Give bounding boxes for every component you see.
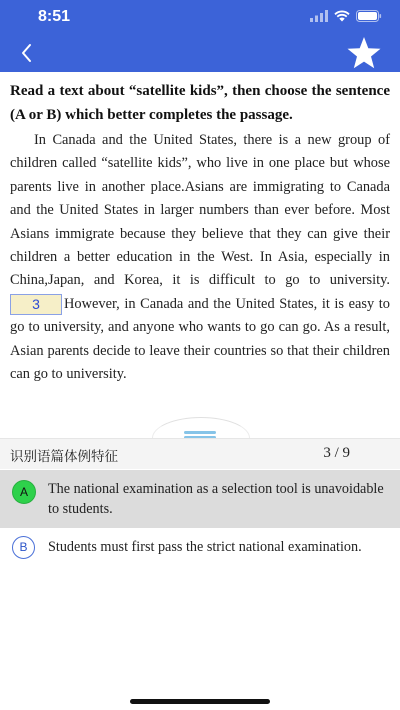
nav-bar	[0, 34, 400, 72]
option-a[interactable]	[0, 470, 400, 528]
wifi-icon	[334, 10, 350, 22]
question-title: 识别语篇体例特征	[10, 449, 118, 465]
option-b-letter: B	[12, 536, 35, 559]
back-button[interactable]	[14, 40, 40, 66]
option-a-letter: A	[12, 480, 36, 504]
passage-container	[10, 80, 390, 386]
option-b[interactable]	[0, 530, 400, 566]
option-b-text: Students must first pass the strict national examination.	[48, 539, 362, 555]
instruction-text: Read a text about “satellite kids”, then choose the sentence (A or B) which better completes the passage.	[10, 83, 390, 123]
drag-handle[interactable]	[0, 415, 400, 439]
home-indicator[interactable]	[130, 699, 270, 704]
passage-text-after: However, in Canada and the United States, it is easy to go to university, and anyone who wants to go can go. As a result, Asian parents decide to leave their countries so that their children can go to university.	[10, 295, 390, 383]
option-a-text: The national examination as a selection tool is unavoidable to students.	[48, 481, 384, 517]
chevron-left-icon	[14, 40, 40, 66]
handle-line-top	[184, 431, 216, 434]
signal-icon	[310, 10, 328, 22]
status-bar	[0, 0, 400, 34]
passage-text-before: In Canada and the United States, there is a new group of children called “satellite kids”, who live in one place but whose parents live in another place.Asians are immigrating to Canada and the United States in larger numbers than ever before. Most Asians immigrate because they believe that they can give their children a better education in the West. In Asia, especially in China,Japan, and Korea, it is difficult to go to university.	[10, 132, 390, 289]
battery-icon	[356, 10, 382, 22]
star-icon	[346, 36, 382, 70]
status-icons	[310, 10, 382, 22]
passage-text	[10, 129, 390, 386]
status-time: 8:51	[38, 8, 71, 25]
question-progress: 3 / 9	[323, 445, 350, 461]
favorite-button[interactable]	[346, 36, 382, 70]
question-header	[0, 438, 400, 469]
answer-blank[interactable]: 3	[10, 294, 62, 315]
